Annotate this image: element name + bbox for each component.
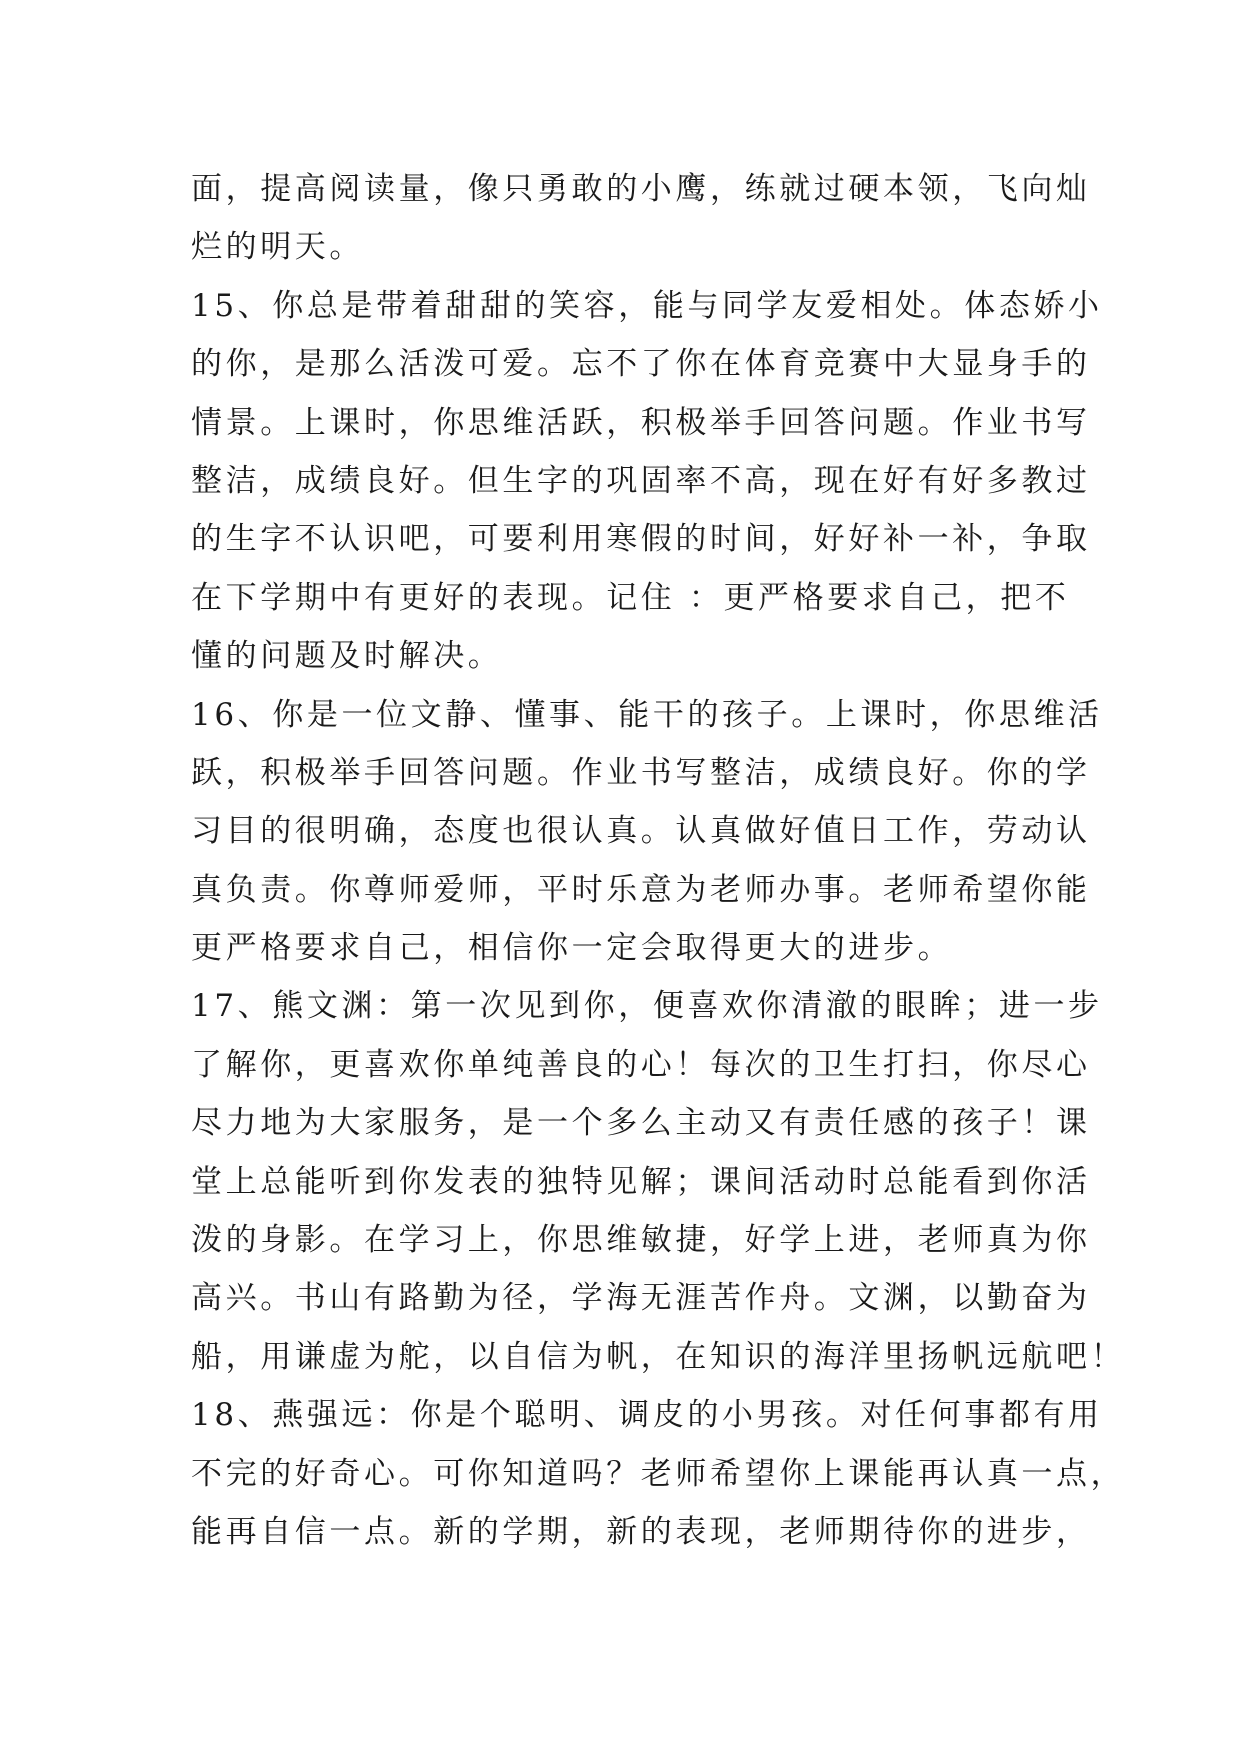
- text-line: 18、燕强远：你是个聪明、调皮的小男孩。对任何事都有用: [191, 1397, 1103, 1434]
- text-line: 在下学期中有更好的表现。记住 ：更严格要求自己，把不: [191, 579, 1070, 616]
- text-line: 不完的好奇心。可你知道吗？老师希望你上课能再认真一点，: [191, 1455, 1126, 1492]
- text-line: 能再自信一点。新的学期，新的表现，老师期待你的进步，: [191, 1513, 1091, 1550]
- text-line: 更严格要求自己，相信你一定会取得更大的进步。: [191, 930, 953, 967]
- text-line: 船，用谦虚为舵，以自信为帆，在知识的海洋里扬帆远航吧！: [191, 1338, 1126, 1375]
- text-line: 懂的问题及时解决。: [191, 638, 503, 675]
- text-line: 的生字不认识吧，可要利用寒假的时间，好好补一补，争取: [191, 521, 1091, 558]
- body-text: [191, 160, 1126, 1561]
- text-line: 15、你总是带着甜甜的笑容，能与同学友爱相处。体态娇小: [191, 287, 1103, 324]
- text-line: 烂的明天。: [191, 229, 364, 266]
- text-line: 真负责。你尊师爱师，平时乐意为老师办事。老师希望你能: [191, 871, 1091, 908]
- text-line: 高兴。书山有路勤为径，学海无涯苦作舟。文渊，以勤奋为: [191, 1280, 1091, 1317]
- text-line: 整洁，成绩良好。但生字的巩固率不高，现在好有好多教过: [191, 462, 1091, 499]
- text-line: 16、你是一位文静、懂事、能干的孩子。上课时，你思维活: [191, 696, 1103, 733]
- text-line: 17、熊文渊：第一次见到你，便喜欢你清澈的眼眸；进一步: [191, 988, 1103, 1025]
- text-line: 堂上总能听到你发表的独特见解；课间活动时总能看到你活: [191, 1163, 1091, 1200]
- text-line: 面，提高阅读量，像只勇敢的小鹰，练就过硬本领，飞向灿: [191, 171, 1091, 207]
- text-line: 跃，积极举手回答问题。作业书写整洁，成绩良好。你的学: [191, 754, 1091, 791]
- text-line: 尽力地为大家服务，是一个多么主动又有责任感的孩子！课: [191, 1105, 1091, 1142]
- text-line: 习目的很明确，态度也很认真。认真做好值日工作，劳动认: [191, 813, 1091, 850]
- text-line: 了解你，更喜欢你单纯善良的心！每次的卫生打扫，你尽心: [191, 1046, 1091, 1083]
- text-line: 泼的身影。在学习上，你思维敏捷，好学上进，老师真为你: [191, 1222, 1091, 1259]
- text-line: 的你，是那么活泼可爱。忘不了你在体育竞赛中大显身手的: [191, 346, 1091, 383]
- text-line: 情景。上课时，你思维活跃，积极举手回答问题。作业书写: [191, 404, 1091, 441]
